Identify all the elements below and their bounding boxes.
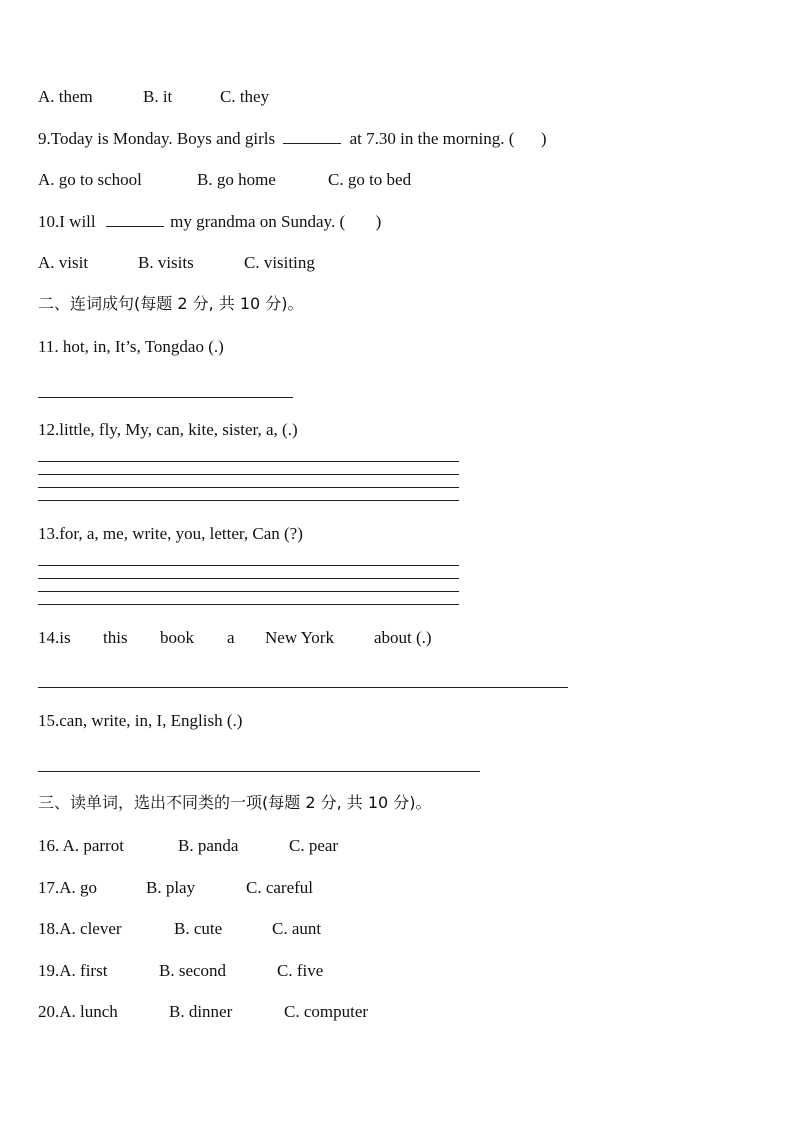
q18-option-a: 18.A. clever <box>38 919 122 938</box>
q13-answer-line[interactable] <box>38 604 459 605</box>
q12-answer-line[interactable] <box>38 487 459 488</box>
q8-option-a: A. them <box>38 87 93 106</box>
q15-answer-line[interactable] <box>38 771 480 772</box>
q10-stem: 10.I will <box>38 212 96 231</box>
question-15: 15.can, write, in, I, English (.) <box>38 711 243 730</box>
q17-option-b: B. play <box>146 878 196 897</box>
q19-option-b: B. second <box>159 961 227 980</box>
q18-option-b: B. cute <box>174 919 223 938</box>
q13-answer-line[interactable] <box>38 578 459 579</box>
question-11: 11. hot, in, It’s, Tongdao (.) <box>38 337 224 356</box>
q14-word: book <box>160 628 194 647</box>
q14-answer-line[interactable] <box>38 687 568 688</box>
q20-option-a: 20.A. lunch <box>38 1002 118 1021</box>
q13-answer-line[interactable] <box>38 565 459 566</box>
q20-option-b: B. dinner <box>169 1002 233 1021</box>
q9-option-b: B. go home <box>197 170 276 189</box>
q9-option-c: C. go to bed <box>328 170 412 189</box>
question-13: 13.for, a, me, write, you, letter, Can (?) <box>38 524 303 543</box>
q9-stem-end: at 7.30 in the morning. ( <box>349 129 515 148</box>
question-9 <box>38 129 547 149</box>
q11-answer-line[interactable] <box>38 397 293 398</box>
q17-option-c: C. careful <box>246 878 314 897</box>
section-3-heading: 三、读单词，选出不同类的一项(每题 2 分, 共 10 分)。 <box>38 793 432 812</box>
q14-word: this <box>103 628 128 647</box>
q14-word: 14.is <box>38 628 71 647</box>
q8-option-b: B. it <box>143 87 173 106</box>
q12-answer-line[interactable] <box>38 474 459 475</box>
q16-option-b: B. panda <box>178 836 239 855</box>
q9-paren-close: ) <box>540 129 547 148</box>
section-2-heading: 二、连词成句(每题 2 分, 共 10 分)。 <box>38 294 304 313</box>
q12-answer-line[interactable] <box>38 500 459 501</box>
question-12: 12.little, fly, My, can, kite, sister, a, (.) <box>38 420 298 439</box>
q14-word: about (.) <box>374 628 432 647</box>
q17-option-a: 17.A. go <box>38 878 98 897</box>
q9-stem: 9.Today is Monday. Boys and girls <box>38 129 276 148</box>
q10-stem-end: my grandma on Sunday. ( <box>170 212 346 231</box>
q13-answer-line[interactable] <box>38 591 459 592</box>
q10-option-a: A. visit <box>38 253 89 272</box>
q14-word: a <box>227 628 235 647</box>
q16-option-c: C. pear <box>289 836 339 855</box>
q18-option-c: C. aunt <box>272 919 322 938</box>
q16-option-a: 16. A. parrot <box>38 836 124 855</box>
q19-option-a: 19.A. first <box>38 961 108 980</box>
q14-word: New York <box>265 628 334 647</box>
q12-answer-line[interactable] <box>38 461 459 462</box>
q20-option-c: C. computer <box>284 1002 369 1021</box>
q19-option-c: C. five <box>277 961 324 980</box>
q8-option-c: C. they <box>220 87 270 106</box>
question-10 <box>38 212 381 232</box>
q9-answer-blank[interactable] <box>283 129 341 144</box>
q10-option-c: C. visiting <box>244 253 315 272</box>
q10-answer-blank[interactable] <box>106 212 164 227</box>
q10-option-b: B. visits <box>138 253 194 272</box>
q10-paren-close: ) <box>375 212 382 231</box>
q9-option-a: A. go to school <box>38 170 142 189</box>
